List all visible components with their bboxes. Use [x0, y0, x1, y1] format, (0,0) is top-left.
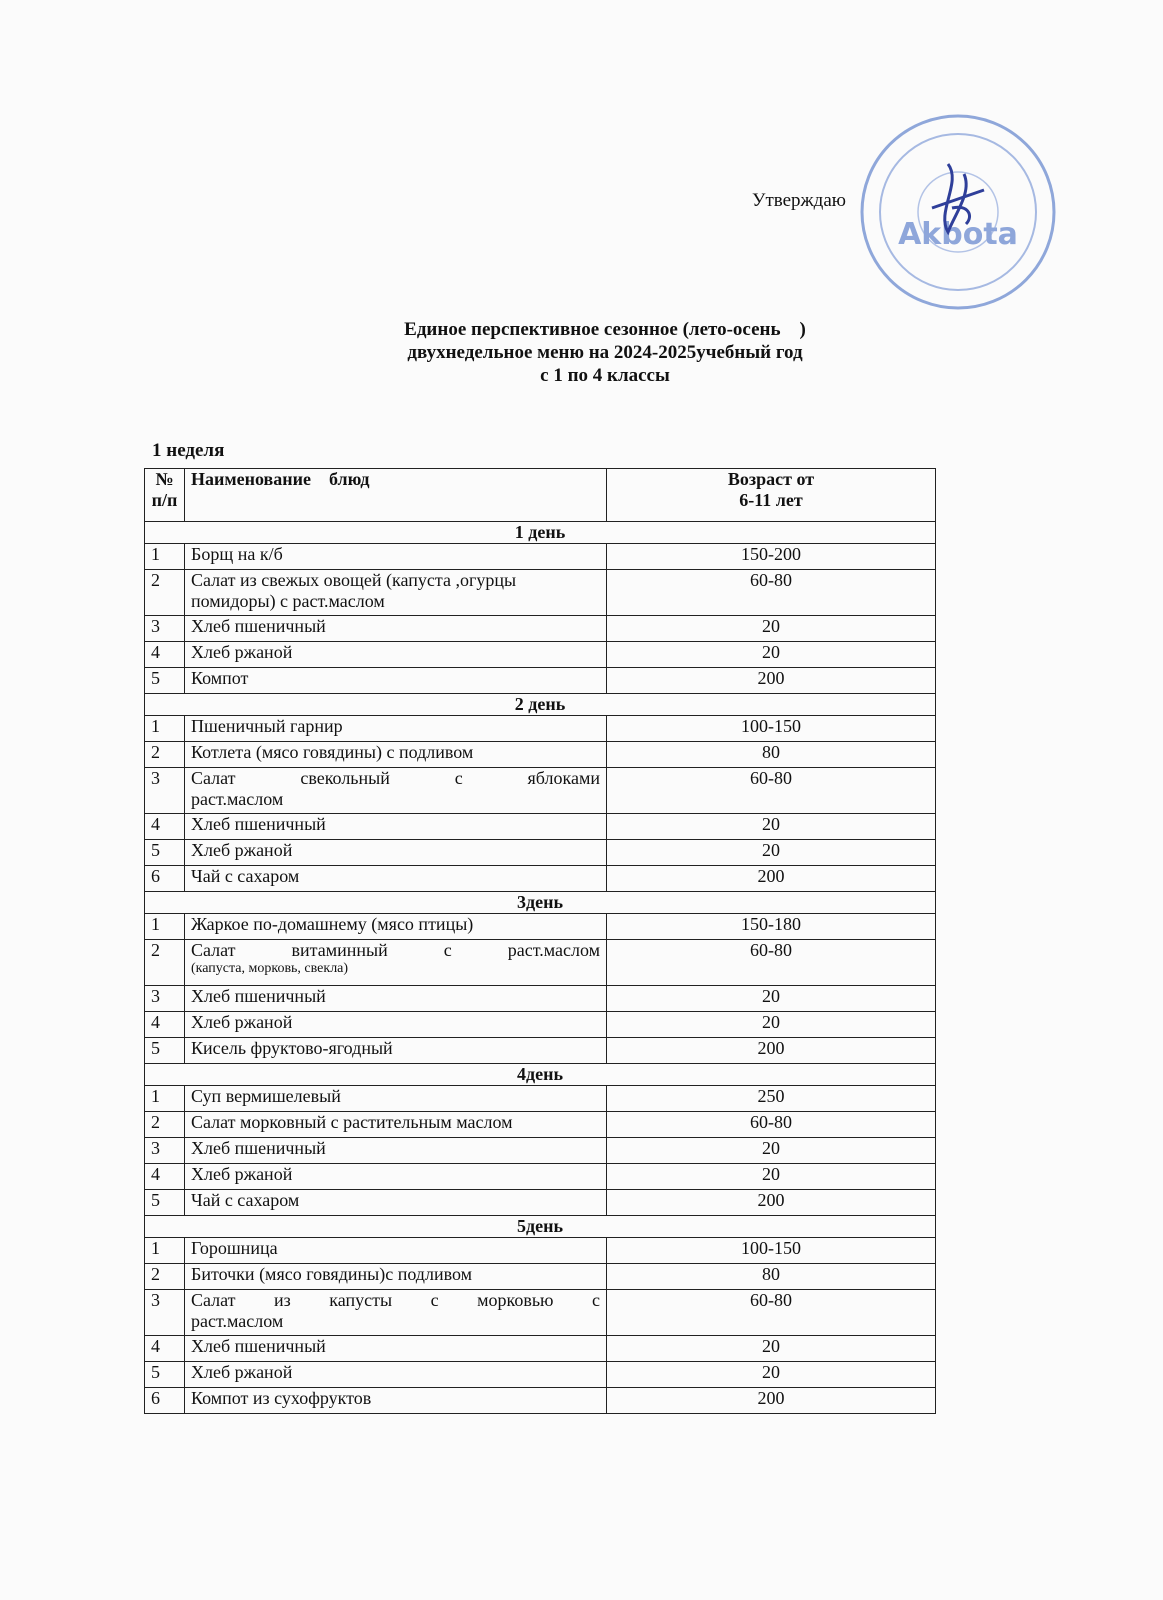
portion-amount: 60-80 [607, 940, 936, 986]
approval-label: Утверждаю [752, 190, 846, 211]
portion-amount: 60-80 [607, 768, 936, 814]
dish-name: Кисель фруктово-ягодный [191, 1038, 393, 1058]
item-number: 5 [145, 668, 185, 694]
dish-name-cell [185, 914, 607, 940]
portion-amount: 150-200 [607, 544, 936, 570]
dish-name: Чай с сахаром [191, 866, 300, 886]
dish-name: Хлеб пшеничный [191, 814, 326, 834]
dish-name-cell [185, 742, 607, 768]
dish-name-cell [185, 570, 607, 616]
portion-amount: 60-80 [607, 1112, 936, 1138]
table-row [145, 544, 936, 570]
item-number: 2 [145, 1112, 185, 1138]
dish-name: Хлеб ржаной [191, 1164, 293, 1184]
table-row [145, 1362, 936, 1388]
dish-name-cell [185, 544, 607, 570]
dish-name: Хлеб ржаной [191, 840, 293, 860]
table-row [145, 742, 936, 768]
item-number: 4 [145, 642, 185, 668]
portion-amount: 200 [607, 1190, 936, 1216]
day-title: 2 день [145, 694, 936, 716]
dish-name-cell [185, 814, 607, 840]
table-row [145, 1138, 936, 1164]
stamp-seal [852, 112, 1064, 312]
day-title: 1 день [145, 522, 936, 544]
table-row [145, 1190, 936, 1216]
portion-amount: 80 [607, 742, 936, 768]
table-row [145, 1388, 936, 1414]
portion-amount: 150-180 [607, 914, 936, 940]
day-header-row [145, 694, 936, 716]
portion-amount: 100-150 [607, 716, 936, 742]
dish-name: Компот [191, 668, 249, 688]
dish-name: Чай с сахаром [191, 1190, 300, 1210]
document-title [300, 318, 910, 387]
table-row [145, 1112, 936, 1138]
table-row [145, 940, 936, 986]
dish-name-cell [185, 1362, 607, 1388]
dish-name-cell [185, 1112, 607, 1138]
dish-name: Пшеничный гарнир [191, 716, 343, 736]
dish-name: Салат морковный с растительным маслом [191, 1112, 513, 1132]
table-row [145, 840, 936, 866]
dish-name-cell [185, 866, 607, 892]
item-number: 6 [145, 1388, 185, 1414]
item-number: 4 [145, 1336, 185, 1362]
table-row [145, 1012, 936, 1038]
header-dish-name: Наименование блюд [185, 469, 607, 522]
portion-amount: 20 [607, 986, 936, 1012]
dish-name: Жаркое по-домашнему (мясо птицы) [191, 914, 474, 934]
header-number: № п/п [145, 469, 185, 522]
dish-name: Салат витаминный с раст.маслом [191, 940, 600, 960]
portion-amount: 20 [607, 1012, 936, 1038]
title-line-1: Единое перспективное сезонное (лето-осень ) [404, 319, 806, 340]
dish-name: Салат из свежых овощей (капуста ,огурцы помидоры) с раст.маслом [191, 570, 517, 611]
item-number: 6 [145, 866, 185, 892]
dish-name: Котлета (мясо говядины) с подливом [191, 742, 474, 762]
day-header-row [145, 1064, 936, 1086]
table-row [145, 1264, 936, 1290]
table-row [145, 986, 936, 1012]
item-number: 2 [145, 940, 185, 986]
dish-name-cell [185, 1038, 607, 1064]
portion-amount: 80 [607, 1264, 936, 1290]
item-number: 1 [145, 914, 185, 940]
day-header-row [145, 1216, 936, 1238]
dish-name-cell [185, 616, 607, 642]
item-number: 2 [145, 570, 185, 616]
day-header-row [145, 522, 936, 544]
portion-amount: 20 [607, 1164, 936, 1190]
portion-amount: 60-80 [607, 1290, 936, 1336]
week-label: 1 неделя [152, 440, 225, 461]
dish-name-cell [185, 768, 607, 814]
table-row [145, 668, 936, 694]
table-row [145, 642, 936, 668]
menu-table [144, 468, 936, 1414]
dish-name: Компот из сухофруктов [191, 1388, 372, 1408]
table-row [145, 1336, 936, 1362]
dish-name-continued: раст.маслом [191, 789, 284, 809]
dish-name: Хлеб пшеничный [191, 616, 326, 636]
item-number: 1 [145, 1086, 185, 1112]
day-title: 4день [145, 1064, 936, 1086]
dish-name-cell [185, 642, 607, 668]
stamp-text: Akbota [898, 217, 1018, 252]
dish-name-cell [185, 1290, 607, 1336]
table-row [145, 1164, 936, 1190]
dish-name-continued: раст.маслом [191, 1311, 284, 1331]
dish-name: Хлеб пшеничный [191, 1138, 326, 1158]
item-number: 1 [145, 1238, 185, 1264]
day-title: 3день [145, 892, 936, 914]
dish-name-cell [185, 1138, 607, 1164]
table-row [145, 616, 936, 642]
item-number: 5 [145, 1038, 185, 1064]
portion-amount: 20 [607, 840, 936, 866]
table-row [145, 866, 936, 892]
dish-name: Суп вермишелевый [191, 1086, 341, 1106]
dish-name-cell [185, 1190, 607, 1216]
table-row [145, 570, 936, 616]
dish-name-cell [185, 1086, 607, 1112]
item-number: 5 [145, 1190, 185, 1216]
dish-name-cell [185, 1012, 607, 1038]
dish-name: Салат свекольный с яблоками [191, 768, 600, 788]
item-number: 1 [145, 544, 185, 570]
dish-name-cell [185, 1238, 607, 1264]
item-number: 3 [145, 986, 185, 1012]
dish-name-cell [185, 840, 607, 866]
title-line-3: с 1 по 4 классы [540, 365, 670, 386]
portion-amount: 100-150 [607, 1238, 936, 1264]
item-number: 5 [145, 840, 185, 866]
dish-name: Хлеб ржаной [191, 642, 293, 662]
dish-name-cell [185, 986, 607, 1012]
item-number: 4 [145, 1164, 185, 1190]
dish-name-cell [185, 1388, 607, 1414]
item-number: 1 [145, 716, 185, 742]
item-number: 3 [145, 1290, 185, 1336]
table-row [145, 814, 936, 840]
dish-name: Хлеб пшеничный [191, 1336, 326, 1356]
title-line-2: двухнедельное меню на 2024-2025учебный год [407, 342, 803, 363]
portion-amount: 20 [607, 642, 936, 668]
item-number: 2 [145, 742, 185, 768]
table-row [145, 1290, 936, 1336]
day-title: 5день [145, 1216, 936, 1238]
portion-amount: 20 [607, 1138, 936, 1164]
portion-amount: 20 [607, 616, 936, 642]
dish-name: Салат из капусты с морковью с [191, 1290, 600, 1310]
dish-name: Хлеб ржаной [191, 1012, 293, 1032]
table-row [145, 716, 936, 742]
dish-name: Хлеб ржаной [191, 1362, 293, 1382]
table-row [145, 1238, 936, 1264]
item-number: 3 [145, 1138, 185, 1164]
portion-amount: 200 [607, 866, 936, 892]
portion-amount: 250 [607, 1086, 936, 1112]
item-number: 3 [145, 768, 185, 814]
item-number: 2 [145, 1264, 185, 1290]
item-number: 4 [145, 814, 185, 840]
table-row [145, 768, 936, 814]
portion-amount: 200 [607, 1038, 936, 1064]
dish-name-continued: (капуста, морковь, свекла) [191, 961, 349, 976]
dish-name: Борщ на к/б [191, 544, 283, 564]
table-row [145, 1038, 936, 1064]
portion-amount: 20 [607, 1362, 936, 1388]
header-age: Возраст от 6-11 лет [607, 469, 936, 522]
portion-amount: 200 [607, 1388, 936, 1414]
day-header-row [145, 892, 936, 914]
dish-name-cell [185, 716, 607, 742]
portion-amount: 20 [607, 1336, 936, 1362]
item-number: 3 [145, 616, 185, 642]
dish-name-cell [185, 1264, 607, 1290]
dish-name: Хлеб пшеничный [191, 986, 326, 1006]
dish-name-cell [185, 668, 607, 694]
menu-body [145, 522, 936, 1414]
dish-name: Горошница [191, 1238, 278, 1258]
dish-name: Биточки (мясо говядины)с подливом [191, 1264, 473, 1284]
dish-name-cell [185, 1336, 607, 1362]
dish-name-cell [185, 940, 607, 986]
table-row [145, 914, 936, 940]
item-number: 4 [145, 1012, 185, 1038]
portion-amount: 60-80 [607, 570, 936, 616]
table-row [145, 1086, 936, 1112]
portion-amount: 200 [607, 668, 936, 694]
item-number: 5 [145, 1362, 185, 1388]
portion-amount: 20 [607, 814, 936, 840]
dish-name-cell [185, 1164, 607, 1190]
